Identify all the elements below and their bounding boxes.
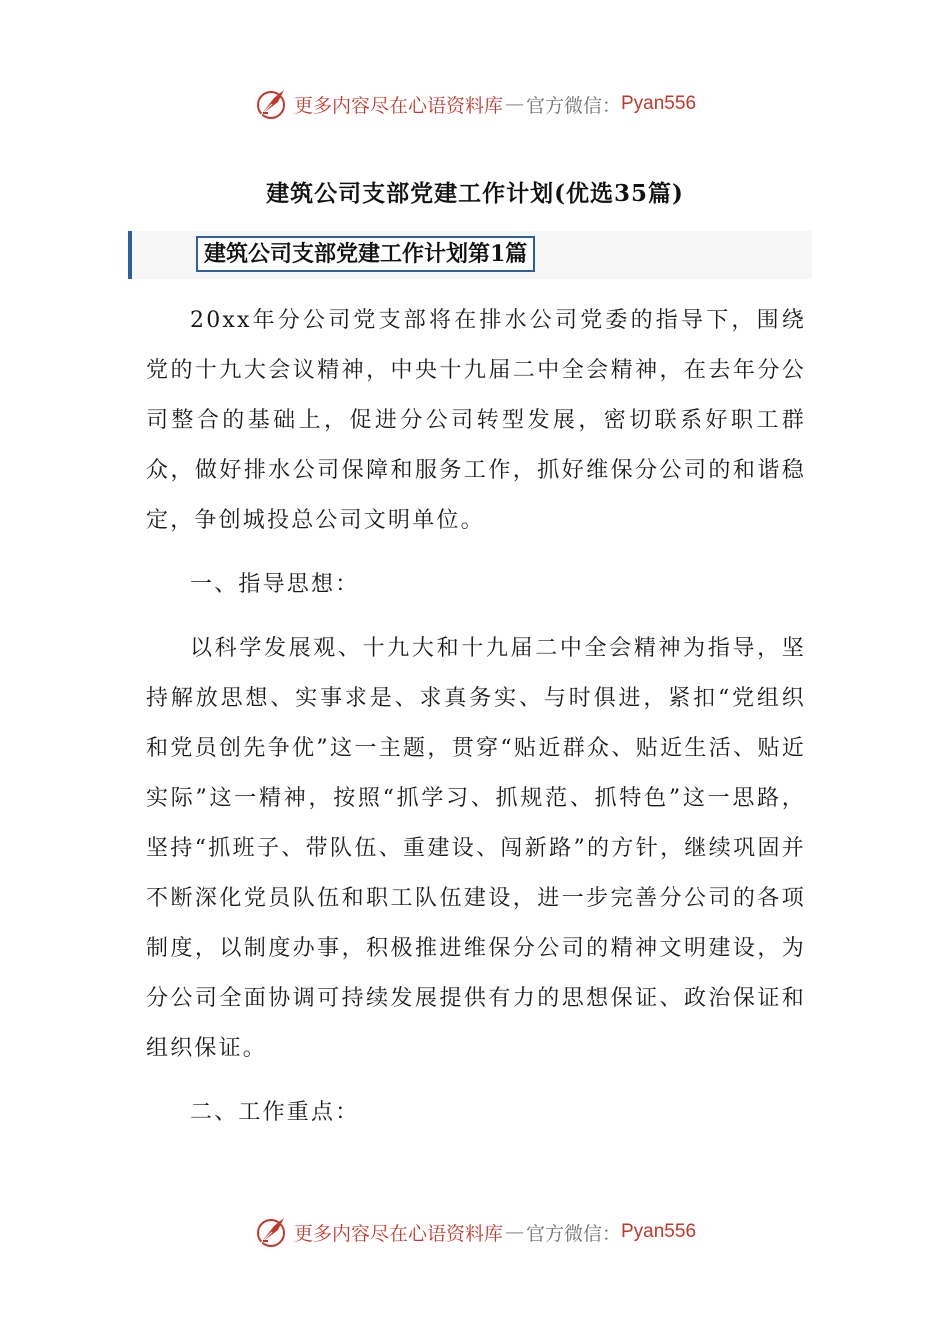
subheading-guiding-ideology: 一、指导思想：: [190, 572, 360, 597]
document-title: 建筑公司支部党建工作计划(优选35篇): [266, 180, 684, 207]
banner-wechat-label: 官方微信：: [525, 94, 621, 117]
banner-dash: —: [504, 1221, 524, 1243]
paragraph-guiding-ideology: 以科学发展观、十九大和十九届二中全会精神为指导，坚持解放思想、实事求是、求真务实、与时俱进，紧扣“党组织和党员创先争优”这一主题，贯穿“贴近群众、贴近生活、贴近实际”这一精神，按照“抓学习、抓规范、抓特色”这一思路，坚持“抓班子、带队伍、重建设、闯新路”的方针，继续巩固并不断深化党员队伍和职工队伍建设，进一步完善分公司的各项制度，以制度办事，积极推进维保分公司的精神文明建设，为分公司全面协调可持续发展提供有力的思想保证、政治保证和组织保证。: [146, 636, 806, 1061]
banner-main-text: 更多内容尽在心语资料库: [293, 94, 503, 117]
banner-main-text: 更多内容尽在心语资料库: [293, 1222, 503, 1245]
document-body: [146, 296, 806, 1138]
paragraph-intro: 20xx年分公司党支部将在排水公司党委的指导下，围绕党的十九大会议精神，中央十九届二中全会精神，在去年分公司整合的基础上，促进分公司转型发展，密切联系好职工群众，做好排水公司保障和服务工作，抓好维保分公司的和谐稳定，争创城投总公司文明单位。: [146, 308, 806, 533]
quill-pen-logo-icon: [254, 86, 290, 122]
banner-wechat-id: Pyan556: [621, 1221, 697, 1242]
quill-pen-logo-icon: [254, 1214, 290, 1250]
footer-banner: [0, 1212, 950, 1252]
section-heading: 建筑公司支部党建工作计划第1篇: [196, 236, 535, 272]
banner-dash: —: [504, 93, 524, 115]
header-banner: [0, 84, 950, 124]
banner-wechat-label: 官方微信：: [525, 1222, 621, 1245]
subheading-work-focus: 二、工作重点：: [190, 1100, 360, 1125]
banner-wechat-id: Pyan556: [621, 93, 697, 114]
